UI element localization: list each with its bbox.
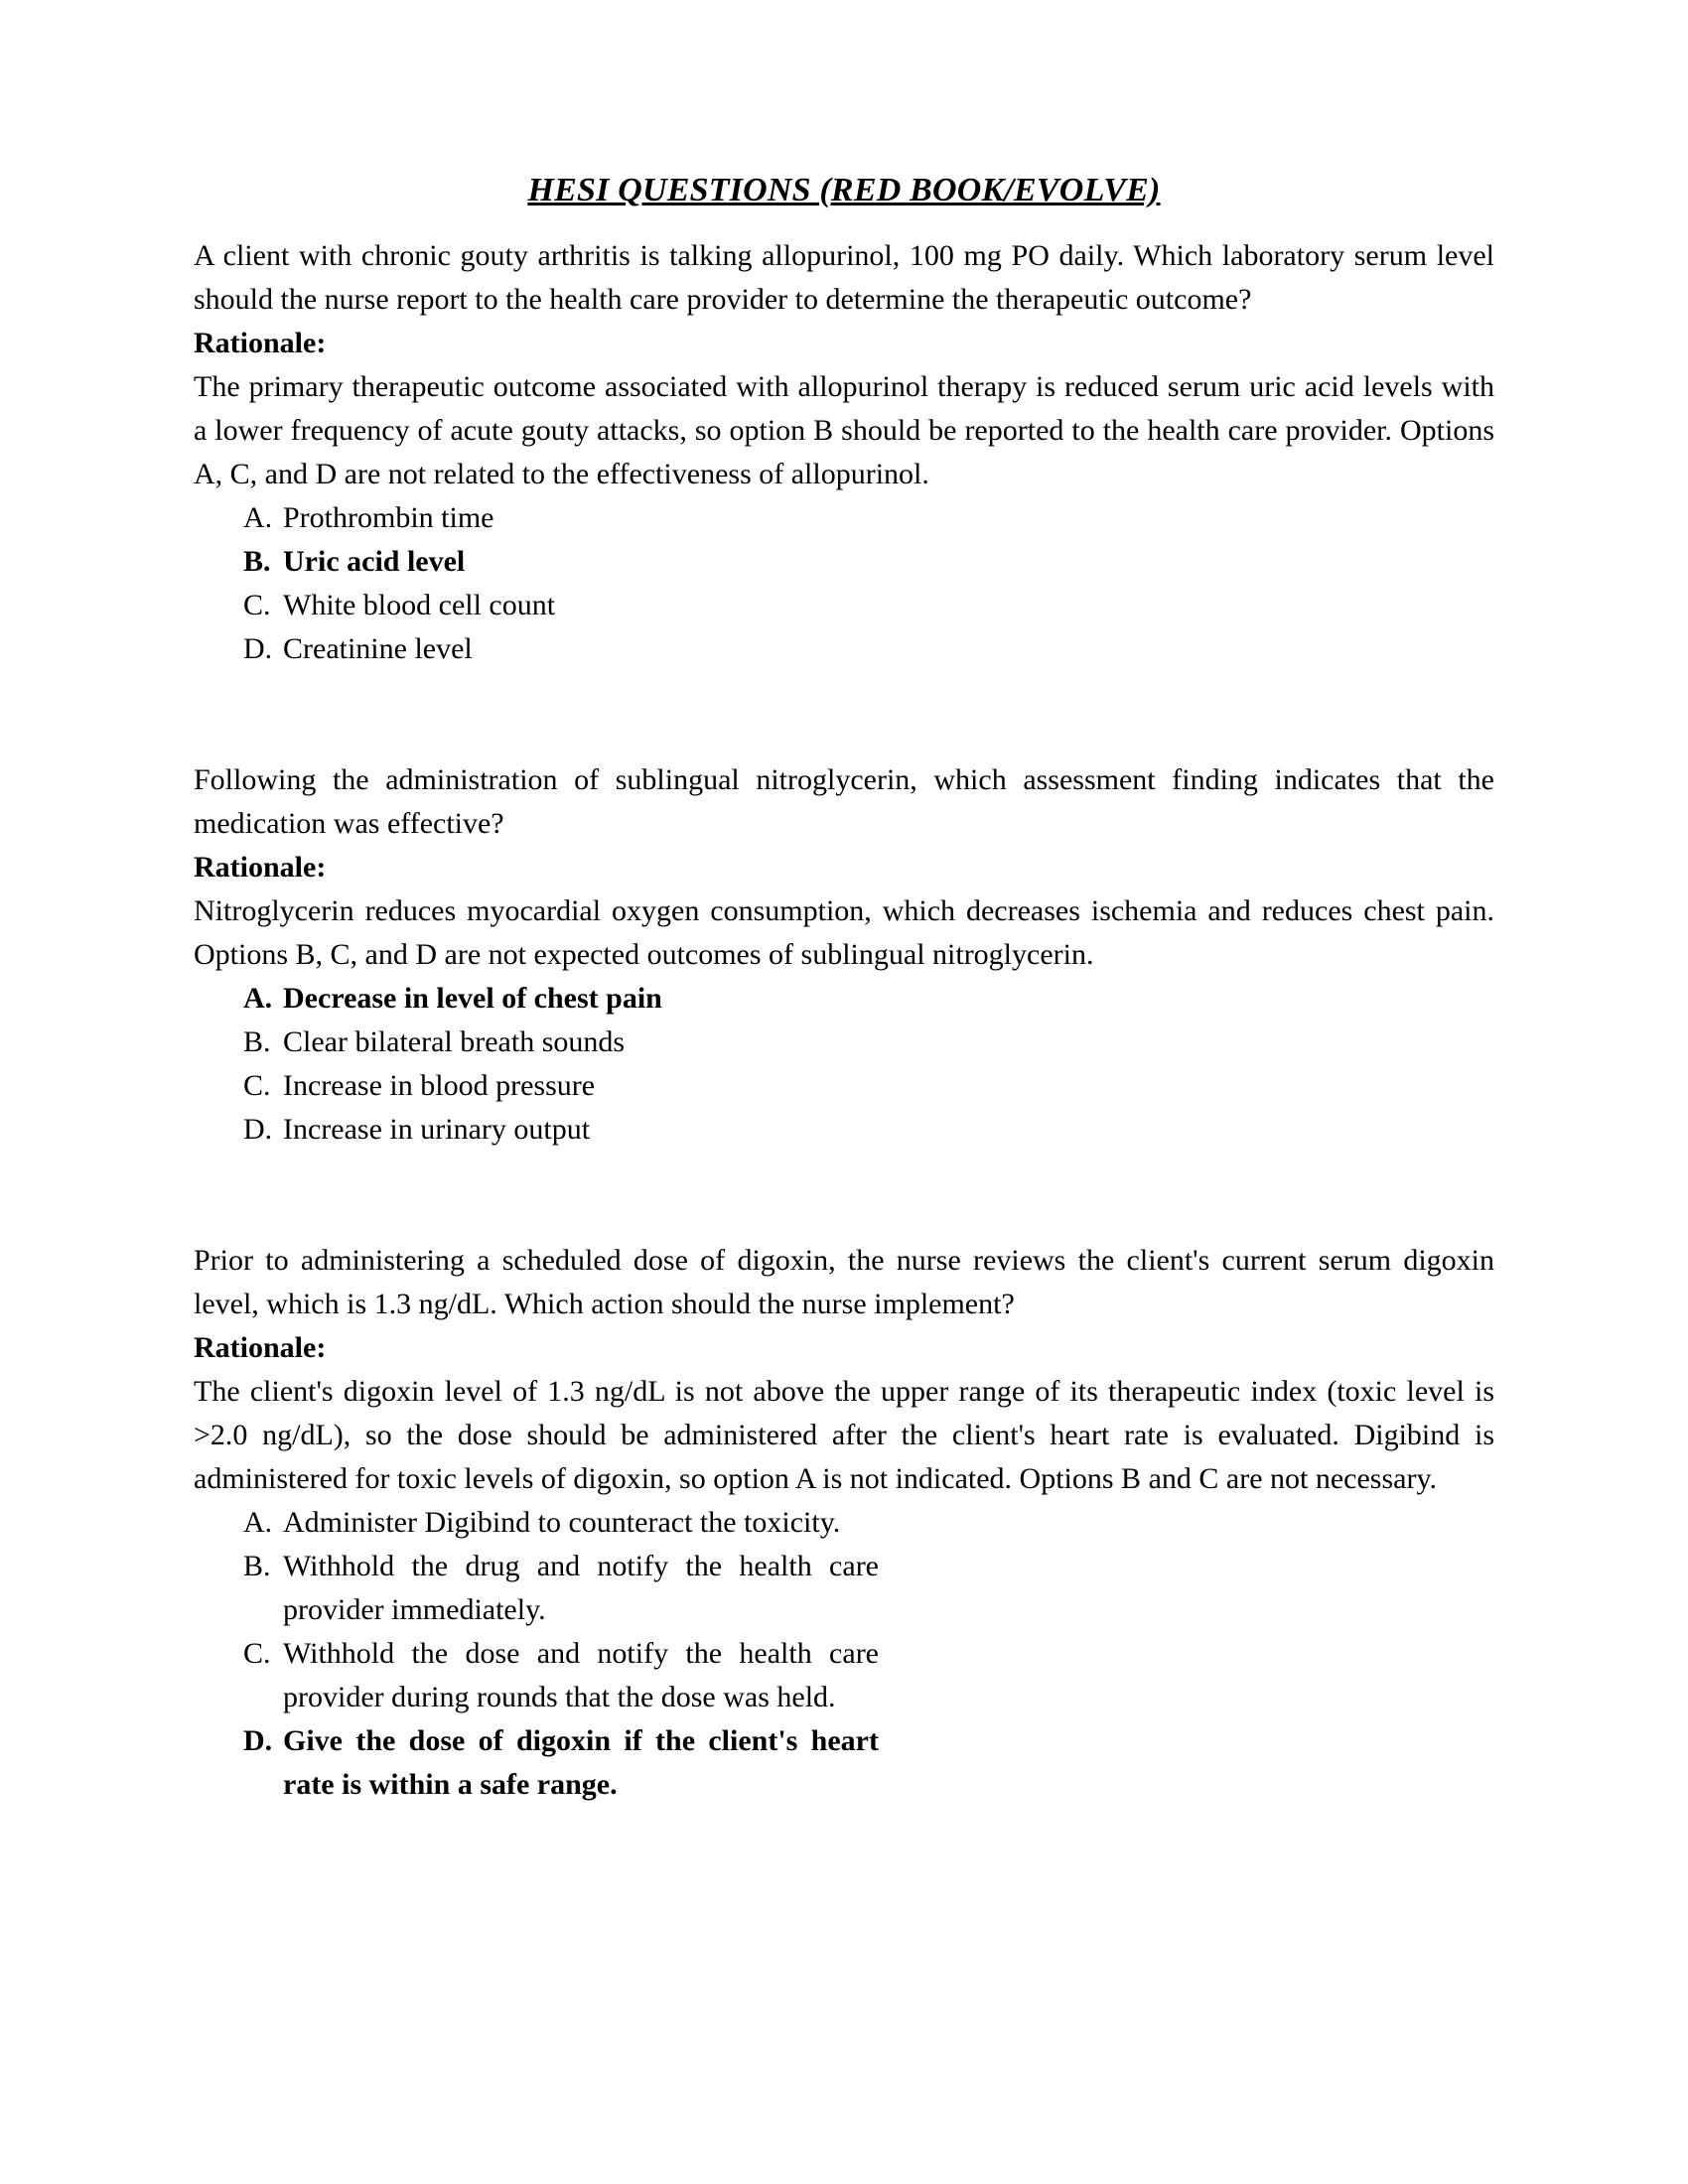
- option-label: White blood cell count: [283, 589, 556, 621]
- answer-options: [194, 496, 1494, 671]
- answer-options: [194, 977, 1494, 1152]
- rationale-label: Rationale:: [194, 1331, 327, 1364]
- option-marker: D.: [243, 632, 273, 665]
- option-marker: C.: [243, 589, 271, 621]
- option-marker: C.: [243, 1069, 271, 1102]
- option-label: Give the dose of digoxin if the client's heart rate is within a safe range.: [283, 1724, 879, 1801]
- option-d[interactable]: [194, 1108, 1494, 1152]
- option-marker: D.: [243, 1724, 273, 1757]
- option-marker: A.: [243, 982, 273, 1015]
- option-b[interactable]: [194, 1021, 1494, 1064]
- rationale-label: Rationale:: [194, 851, 327, 884]
- option-marker: B.: [243, 1550, 271, 1582]
- option-marker: A.: [243, 1506, 273, 1539]
- option-marker: A.: [243, 501, 273, 534]
- option-marker: B.: [243, 1025, 271, 1058]
- option-d[interactable]: [194, 1719, 1494, 1807]
- option-marker: B.: [243, 545, 271, 578]
- option-label: Withhold the drug and notify the health care provider immediately.: [283, 1550, 879, 1626]
- option-label: Increase in blood pressure: [283, 1069, 596, 1102]
- option-c[interactable]: [194, 584, 1494, 627]
- option-c[interactable]: [194, 1632, 1494, 1719]
- option-b[interactable]: [194, 1545, 1494, 1632]
- section-gap: [194, 1152, 1494, 1239]
- question-block-3: [194, 1239, 1494, 1807]
- option-label: Uric acid level: [283, 545, 466, 578]
- rationale-text: Nitroglycerin reduces myocardial oxygen consumption, which decreases ischemia and reduces chest pain. Options B, C, and D are not expected outcomes of sublingual nitroglycerin.: [194, 894, 1494, 971]
- option-label: Prothrombin time: [283, 501, 494, 534]
- rationale-text: The client's digoxin level of 1.3 ng/dL is not above the upper range of its therapeutic index (toxic level is >2.0 ng/dL), so the dose should be administered after the client's heart rate is evaluated. Digibind is administered for toxic levels of digoxin, so option A is not indicated. Options B and C are not necessary.: [194, 1375, 1494, 1495]
- document-body: [194, 169, 1494, 1807]
- option-label: Withhold the dose and notify the health care provider during rounds that the dose was held.: [283, 1637, 879, 1713]
- question-stem: Prior to administering a scheduled dose of digoxin, the nurse reviews the client's current serum digoxin level, which is 1.3 ng/dL. Which action should the nurse implement?: [194, 1244, 1494, 1320]
- option-marker: C.: [243, 1637, 271, 1670]
- option-marker: D.: [243, 1113, 273, 1146]
- rationale-text: The primary therapeutic outcome associated with allopurinol therapy is reduced serum uric acid levels with a lower frequency of acute gouty attacks, so option B should be reported to the health care provider. Options A, C, and D are not related to the effectiveness of allopurinol.: [194, 370, 1494, 490]
- option-b[interactable]: [194, 540, 1494, 584]
- option-a[interactable]: [194, 1501, 1494, 1545]
- option-label: Clear bilateral breath sounds: [283, 1025, 626, 1058]
- option-a[interactable]: [194, 977, 1494, 1021]
- option-label: Administer Digibind to counteract the toxicity.: [283, 1506, 841, 1539]
- question-stem: A client with chronic gouty arthritis is talking allopurinol, 100 mg PO daily. Which laboratory serum level should the nurse report to the health care provider to determine the therapeutic outcome?: [194, 239, 1494, 316]
- answer-options: [194, 1501, 1494, 1807]
- option-label: Decrease in level of chest pain: [283, 982, 662, 1015]
- option-c[interactable]: [194, 1064, 1494, 1108]
- option-label: Creatinine level: [283, 632, 473, 665]
- question-block-2: [194, 758, 1494, 1152]
- question-stem: Following the administration of sublingual nitroglycerin, which assessment finding indicates that the medication was effective?: [194, 763, 1494, 840]
- rationale-label: Rationale:: [194, 327, 327, 359]
- option-label: Increase in urinary output: [283, 1113, 591, 1146]
- question-block-1: [194, 234, 1494, 671]
- option-d[interactable]: [194, 627, 1494, 671]
- option-a[interactable]: [194, 496, 1494, 540]
- section-gap: [194, 671, 1494, 758]
- page-title: HESI QUESTIONS (RED BOOK/EVOLVE): [527, 172, 1161, 208]
